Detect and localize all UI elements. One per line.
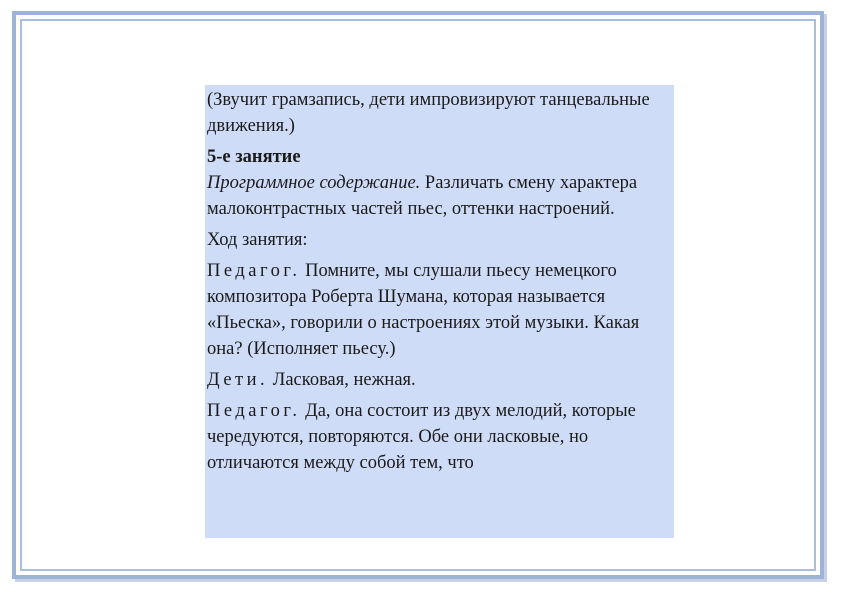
paragraph-children bbox=[207, 367, 674, 393]
paragraph-intro bbox=[207, 87, 674, 139]
text-box bbox=[205, 85, 674, 538]
paragraph-course-heading bbox=[207, 227, 674, 253]
speaker-teacher-2: Педагог. bbox=[207, 401, 301, 421]
speaker-teacher: Педагог. bbox=[207, 261, 301, 281]
lesson-title: 5-е занятие bbox=[207, 147, 301, 167]
paragraph-teacher-1 bbox=[207, 258, 674, 362]
paragraph-lesson bbox=[207, 144, 674, 222]
course-heading: Ход занятия: bbox=[207, 230, 308, 250]
paragraph-teacher-2 bbox=[207, 398, 674, 476]
program-text: Различать смену характера малоконтрастных частей пьес, оттенки настроений. bbox=[207, 173, 638, 219]
teacher-line-1: Помните, мы слушали пьесу немецкого композитора Роберта Шумана, которая называется «Пьеска», говорили о настроениях этой музыки. Какая она? (Исполняет пьесу.) bbox=[207, 261, 640, 359]
speaker-children: Дети. bbox=[207, 370, 269, 390]
intro-text: (Звучит грамзапись, дети импровизируют танцевальные движения.) bbox=[207, 90, 650, 136]
children-line-1: Ласковая, нежная. bbox=[268, 370, 416, 390]
program-label: Программное содержание. bbox=[207, 173, 421, 193]
teacher-line-2: Да, она состоит из двух мелодий, которые чередуются, повторяются. Обе они ласковые, но отличаются между собой тем, что bbox=[207, 401, 636, 473]
